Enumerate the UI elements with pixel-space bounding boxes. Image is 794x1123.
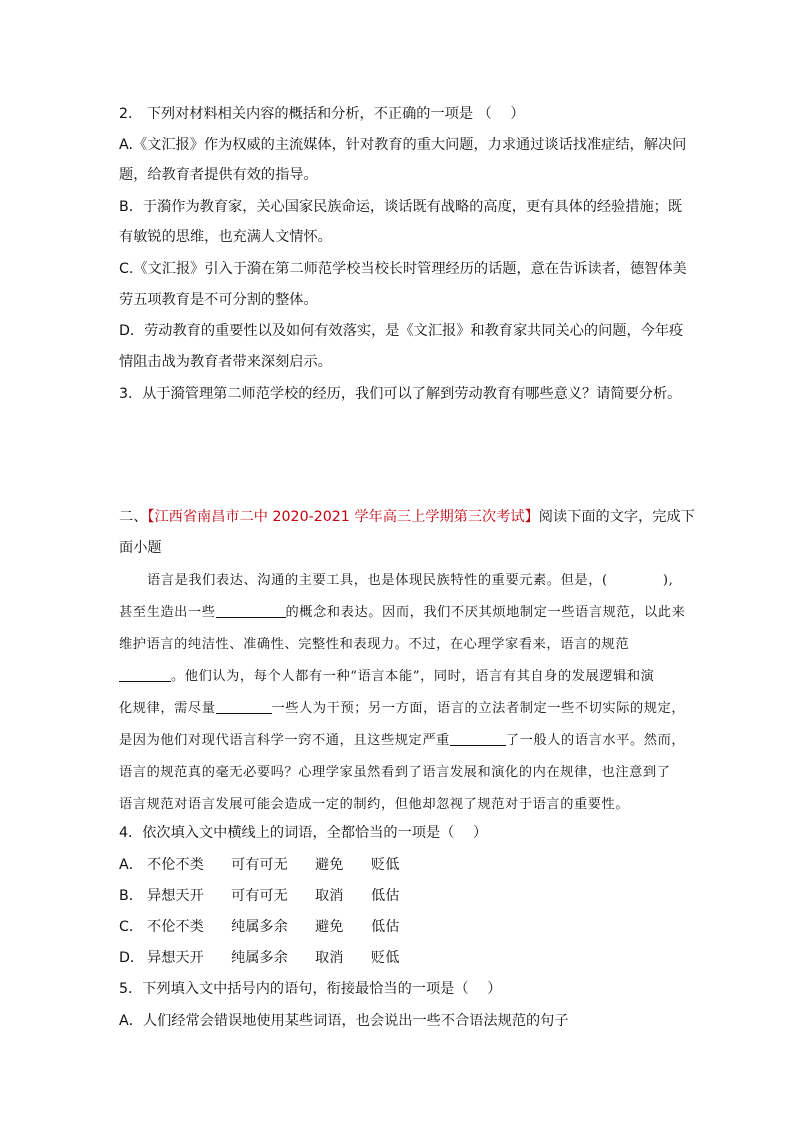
question-2-option-b-line1: B．于漪作为教育家，关心国家民族命运，谈话既有战略的高度，更有具体的经验措施；既 [119,199,683,215]
question-2-option-a-line1: A.《文汇报》作为权威的主流媒体，针对教育的重大问题，力求通过谈话找准症结，解决问 [119,137,687,153]
passage-line-6-b: 了一般人的语言水平。然而， [505,733,686,748]
option-word-4: 贬低 [371,950,400,966]
question-5-stem: 5．下列填入文中括号内的语句，衔接最恰当的一项是（ ） [119,981,502,997]
option-word-1: 异想天开 [147,950,204,966]
question-2-option-d-line1: D．劳动教育的重要性以及如何有效落实，是《文汇报》和教育家共同关心的问题，今年疫 [119,323,684,339]
option-word-2: 纯属多余 [231,950,288,966]
passage-line-5-b: 一些人为干预；另一方面，语言的立法者制定一些不切实际的规定， [271,701,686,716]
question-2-option-c-line2: 劳五项教育是不可分割的整体。 [119,292,318,308]
question-2-option-d-line2: 情阻击战为教育者带来深刻启示。 [119,354,332,370]
question-3-stem: 3．从于漪管理第二师范学校的经历，我们可以了解到劳动教育有哪些意义？请简要分析。 [119,386,682,402]
passage-line-4-b: 。他们认为，每个人都有一种“语言本能”，同时，语言有其自身的发展逻辑和演 [171,669,655,684]
question-5-option-a: A．人们经常会错误地使用某些词语，也会说出一些不合语法规范的句子 [119,1013,569,1029]
option-word-4: 低估 [371,888,400,904]
fill-blank-4 [450,731,506,746]
section-2-instruction: 阅读下面的文字，完成下 [538,509,695,525]
option-word-4: 贬低 [371,857,400,873]
question-2-option-b-line2: 有敏锐的思维，也充满人文情怀。 [119,229,332,245]
passage-line-2-b: 的概念和表达。因而，我们不厌其烦地制定一些语言规范，以此来 [285,605,686,620]
option-word-2: 可有可无 [231,888,288,904]
passage-line-1: 语言是我们表达、沟通的主要工具，也是体现民族特性的重要元素。但是，( ), [147,573,674,588]
passage-line-8: 语言规范对语言发展可能会造成一定的制约，但他却忽视了规范对于语言的重要性。 [119,797,630,812]
section-2-prefix: 二、 [119,509,148,525]
option-word-1: 不伦不类 [147,857,204,873]
option-label: C． [119,919,144,935]
option-word-3: 避免 [315,919,344,935]
question-4-option-c [119,917,399,937]
section-2-heading [119,507,695,527]
section-2-heading-line2: 面小题 [119,540,162,556]
option-word-1: 异想天开 [147,888,204,904]
passage-line-6-a: 是因为他们对现代语言科学一窍不通，且这些规定严重 [119,733,450,748]
passage-line-2-a: 甚至生造出一些 [119,605,216,620]
question-4-option-a [119,855,399,875]
fill-blank-1 [216,603,286,618]
passage-line-2 [119,603,685,623]
fill-blank-3 [216,699,272,714]
option-word-4: 低估 [371,919,400,935]
option-label: A． [119,857,143,873]
section-2-source: 【江西省南昌市二中 2020-2021 学年高三上学期第三次考试】 [147,509,539,525]
option-label: D． [119,950,145,966]
question-2-option-c-line1: C.《文汇报》引入于漪在第二师范学校当校长时管理经历的话题，意在告诉读者，德智体美 [119,261,687,277]
option-label: B． [119,888,143,904]
option-word-3: 取消 [315,950,344,966]
option-word-1: 不伦不类 [147,919,204,935]
fill-blank-2 [119,667,171,682]
option-word-2: 可有可无 [231,857,288,873]
question-4-stem: 4．依次填入文中横线上的词语，全都恰当的一项是（ ） [119,825,488,841]
option-word-3: 取消 [315,888,344,904]
passage-line-3: 维护语言的纯洁性、准确性、完整性和表现力。不过，在心理学家看来，语言的规范 [119,637,630,652]
option-word-3: 避免 [315,857,344,873]
question-4-option-b [119,886,399,906]
option-word-2: 纯属多余 [231,919,288,935]
passage-line-6 [119,731,685,751]
passage-line-4 [119,667,654,687]
question-2-stem: 2． 下列对材料相关内容的概括和分析，不正确的一项是 （ ） [119,106,525,122]
passage-line-5 [119,699,685,719]
passage-line-7: 语言的规范真的毫无必要吗？心理学家虽然看到了语言发展和演化的内在规律，也注意到了 [119,765,671,780]
question-2-option-a-line2: 题，给教育者提供有效的指导。 [119,167,318,183]
question-4-option-d [119,948,399,968]
passage-line-5-a: 化规律，需尽量 [119,701,216,716]
